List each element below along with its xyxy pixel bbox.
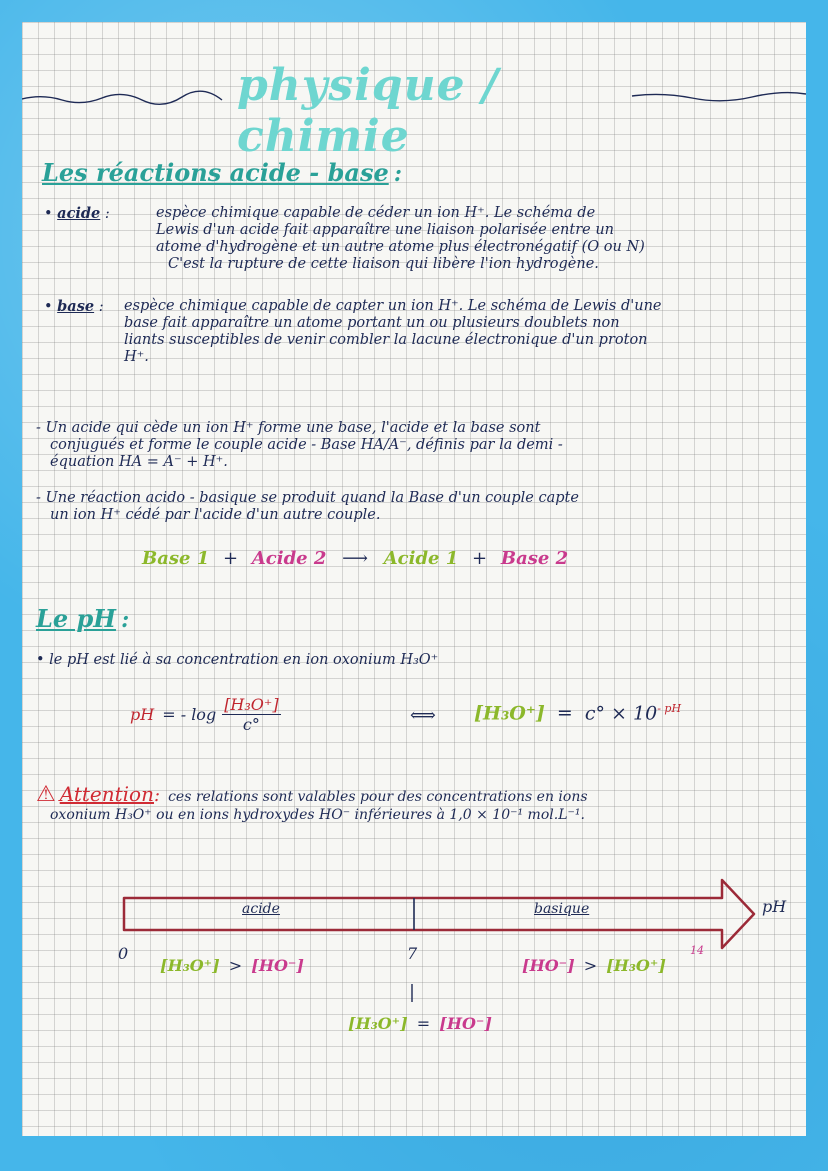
reaction-equation	[142, 548, 568, 569]
base-line: base fait apparaître un atome portant un ou plusieurs doublets non	[124, 315, 620, 331]
note-line: équation HA = A⁻ + H⁺.	[50, 454, 228, 470]
note-line: un ion H⁺ cédé par l'acide d'un autre couple.	[50, 507, 381, 523]
attention-word: Attention	[59, 782, 154, 806]
formula-equals: =	[556, 702, 573, 725]
ph-scale-arrow	[22, 862, 806, 1002]
formula-exponent: - pH	[657, 702, 682, 715]
scale-start-label: 0	[118, 944, 129, 963]
equation-acide1: Acide 1	[383, 548, 459, 569]
section-heading-text: Le pH	[36, 604, 116, 633]
warning-icon: ⚠	[36, 782, 56, 807]
section-heading-ph	[36, 604, 129, 633]
ph-formula-right	[474, 702, 681, 724]
relation-op: =	[416, 1014, 431, 1033]
relation-h3o: [H₃O⁺]	[160, 956, 220, 975]
conjugate-pair-note	[36, 420, 804, 471]
equivalence-arrow	[410, 705, 436, 726]
page-title	[237, 60, 657, 162]
base-line: H⁺.	[124, 349, 149, 365]
ph-bullet-text: • le pH est lié à sa concentration en ion oxonium H₃O⁺	[36, 652, 439, 668]
acid-base-reaction-note	[36, 490, 804, 524]
scale-middle-label: 7	[407, 944, 418, 963]
base-line: liants susceptibles de venir combler la lacune électronique d'un proton	[124, 332, 648, 348]
relation-h3o: [H₃O⁺]	[348, 1014, 408, 1033]
formula-denominator: c°	[242, 715, 260, 734]
acide-term: acide	[57, 205, 101, 222]
note-line: - Un acide qui cède un ion H⁺ forme une base, l'acide et la base sont	[36, 420, 541, 436]
base-line: espèce chimique capable de capter un ion H⁺. Le schéma de Lewis d'une	[124, 298, 662, 314]
equation-plus: +	[223, 548, 239, 569]
section-heading-colon: :	[393, 161, 402, 187]
equation-arrow: ⟶	[342, 548, 368, 569]
relation-op: >	[583, 956, 598, 975]
attention-colon: :	[153, 785, 161, 806]
attention-line: ces relations sont valables pour des concentrations en ions	[168, 789, 588, 805]
note-line: conjugués et forme le couple acide - Base HA/A⁻, définis par la demi -	[50, 437, 563, 453]
acide-line: C'est la rupture de cette liaison qui libère l'ion hydrogène.	[168, 256, 599, 272]
relation-op: >	[228, 956, 243, 975]
relation-h3o: [H₃O⁺]	[606, 956, 666, 975]
formula-minus-log: = - log	[162, 705, 217, 724]
acide-line: espèce chimique capable de céder un ion H⁺. Le schéma de	[156, 205, 596, 221]
base-definition	[44, 298, 806, 366]
term-separator: :	[104, 206, 110, 222]
equation-base1: Base 1	[142, 548, 210, 569]
term-separator: :	[98, 299, 104, 315]
scale-axis-label: pH	[762, 897, 787, 916]
base-relation	[522, 956, 666, 975]
relation-ho: [HO⁻]	[522, 956, 575, 975]
neutral-relation	[348, 1014, 492, 1033]
bullet: •	[44, 206, 53, 222]
acid-relation	[160, 956, 304, 975]
ph-formula-left	[130, 695, 281, 734]
formula-fraction	[222, 695, 280, 734]
acide-line: atome d'hydrogène et un autre atome plus électronégatif (O ou N)	[156, 239, 645, 255]
section-heading-colon: :	[121, 607, 130, 633]
page-title-text: physique / chimie	[237, 60, 499, 162]
scale-end-label: 14	[690, 944, 704, 957]
attention-line: oxonium H₃O⁺ ou en ions hydroxydes HO⁻ inférieures à 1,0 × 10⁻¹ mol.L⁻¹.	[50, 807, 585, 823]
relation-ho: [HO⁻]	[439, 1014, 492, 1033]
formula-rhs: c° × 10	[584, 702, 658, 725]
ph-bullet	[36, 652, 796, 669]
formula-ph: pH	[130, 705, 155, 724]
scale-label-basique: basique	[534, 901, 590, 917]
formula-numerator: [H₃O⁺]	[224, 695, 279, 714]
relation-ho: [HO⁻]	[251, 956, 304, 975]
grid-paper-sheet	[22, 22, 806, 1136]
equation-acide2: Acide 2	[251, 548, 327, 569]
base-term: base	[57, 298, 95, 315]
formula-h3o: [H₃O⁺]	[474, 702, 545, 725]
equiv-symbol: ⟺	[410, 705, 436, 726]
section-heading-acid-base	[42, 158, 402, 187]
equation-base2: Base 2	[500, 548, 569, 569]
section-heading-text: Les réactions acide - base	[42, 158, 389, 187]
acide-line: Lewis d'un acide fait apparaître une liaison polarisée entre un	[156, 222, 615, 238]
bullet: •	[44, 299, 53, 315]
equation-plus: +	[472, 548, 488, 569]
acide-definition	[44, 205, 804, 273]
note-line: - Une réaction acido - basique se produit quand la Base d'un couple capte	[36, 490, 579, 506]
scale-label-acide: acide	[242, 901, 280, 917]
attention-note	[36, 782, 806, 824]
